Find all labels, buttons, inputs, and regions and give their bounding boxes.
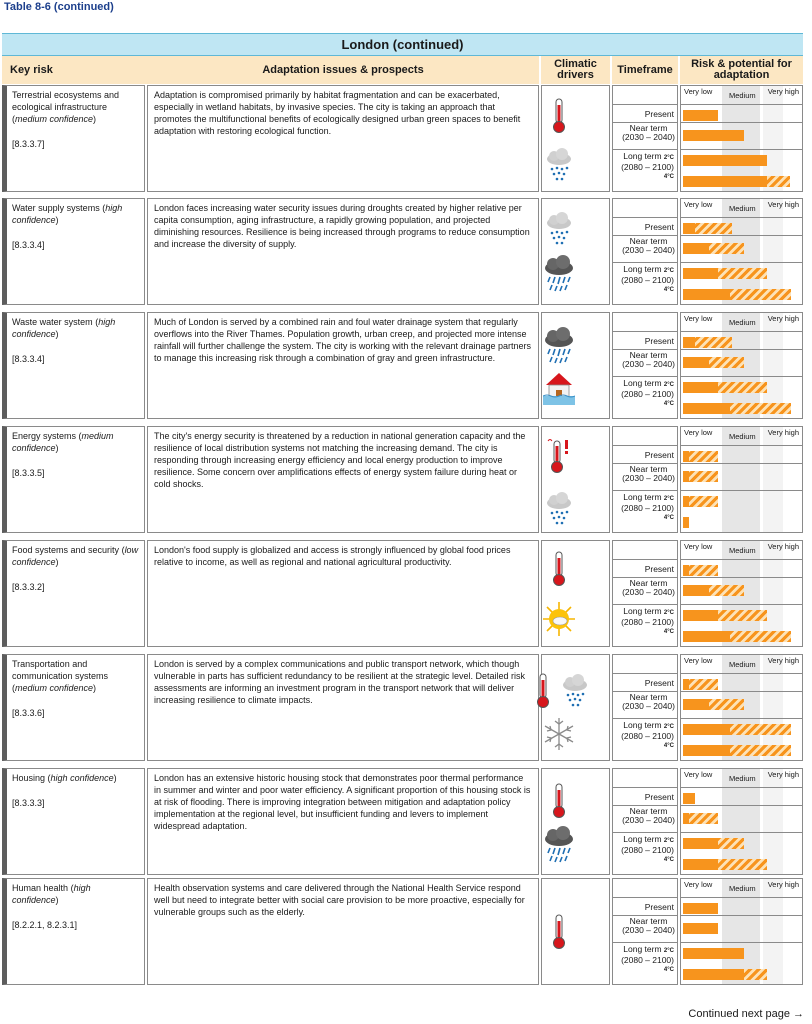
risk-level-bar	[683, 403, 730, 414]
near-term-label: Near term	[629, 123, 668, 133]
scale-medium: Medium	[729, 91, 756, 100]
thermometer-icon	[543, 550, 575, 588]
confidence-level: high confidence	[12, 203, 123, 225]
scenario-4c: 4°C	[663, 857, 674, 863]
storm-cloud-icon	[543, 826, 575, 864]
risk-chart-cell	[680, 768, 803, 875]
scenario-2c: 2°C	[663, 610, 674, 616]
near-term-label: Near term	[629, 236, 668, 246]
timeframe-cell	[612, 540, 678, 647]
confidence-level: high confidence	[50, 773, 114, 783]
long-term-years: (2080 – 2100)	[621, 955, 674, 965]
risk-chart-cell	[680, 426, 803, 533]
risk-level-bar	[683, 631, 730, 642]
section-reference: [8.2.2.1, 8.2.3.1]	[12, 920, 78, 930]
near-term-years: (2030 – 2040)	[622, 587, 675, 597]
adaptation-potential-bar	[695, 223, 732, 234]
adaptation-potential-bar	[730, 289, 791, 300]
thermometer-icon	[543, 782, 575, 820]
timeframe-long-term	[621, 835, 674, 855]
adaptation-potential-bar	[718, 268, 767, 279]
section-reference: [8.3.3.5]	[12, 468, 45, 478]
risk-level-bar	[683, 517, 689, 528]
scale-medium: Medium	[729, 884, 756, 893]
header-climatic-drivers: Climatic drivers	[541, 56, 610, 84]
long-term-label: Long term	[623, 944, 662, 954]
scale-very-high: Very high	[767, 542, 799, 551]
scenario-2c: 2°C	[663, 838, 674, 844]
flooded-house-icon	[543, 369, 575, 407]
confidence-open: (	[12, 114, 15, 124]
near-term-years: (2030 – 2040)	[622, 701, 675, 711]
long-term-label: Long term	[623, 151, 662, 161]
climatic-drivers-cell	[541, 198, 610, 305]
scale-medium: Medium	[729, 432, 756, 441]
risk-level-bar	[683, 610, 718, 621]
scenario-4c: 4°C	[663, 629, 674, 635]
key-risk-cell	[2, 426, 145, 533]
scenario-4c: 4°C	[663, 515, 674, 521]
snowflake-icon	[543, 715, 575, 753]
header-key-risk: Key risk	[2, 56, 147, 84]
timeframe-cell	[612, 426, 678, 533]
scale-medium: Medium	[729, 774, 756, 783]
risk-row	[2, 198, 803, 305]
scale-medium: Medium	[729, 546, 756, 555]
timeframe-long-term	[621, 945, 674, 965]
long-term-years: (2080 – 2100)	[621, 503, 674, 513]
key-risk-name: Food systems and security	[12, 545, 120, 555]
key-risk-cell	[2, 540, 145, 647]
adaptation-text: Health observation systems and care delivered through the National Health Service respond well but need to integrate better with social care provision to be more proactive, especially for vulnerable groups such as the elderly.	[147, 878, 539, 985]
key-risk-cell	[2, 85, 145, 192]
adaptation-text: Much of London is served by a combined rain and foul water drainage system that regularly overflows into the River Thames. Population growth, urban creep, and projected more intense rainfall will further challenge the system. The city is working with the relevant drainage partners to manage this increasing risk through a combination of gray and green infrastructure.	[147, 312, 539, 419]
scale-very-low: Very low	[684, 87, 713, 96]
rain-cloud-icon	[543, 490, 575, 528]
confidence-close: )	[93, 114, 97, 124]
scale-very-high: Very high	[767, 428, 799, 437]
risk-row	[2, 312, 803, 419]
adaptation-potential-bar	[709, 585, 744, 596]
timeframe-near-term	[622, 465, 675, 483]
adaptation-potential-bar	[718, 382, 767, 393]
timeframe-long-term	[621, 607, 674, 627]
scale-very-low: Very low	[684, 200, 713, 209]
timeframe-near-term	[622, 693, 675, 711]
scale-very-low: Very low	[684, 314, 713, 323]
adaptation-text: The city's energy security is threatened by a reduction in national generation capacity and the resilience of local distribution systems not matching the increasing demand. The city is responding through increasing energy efficiency and local energy production to improve resilience. Some concern over amplifications effects of energy system failure during heat or cold shocks.	[147, 426, 539, 533]
timeframe-near-term	[622, 579, 675, 597]
key-risk-name: Human health	[12, 883, 69, 893]
scenario-2c: 2°C	[663, 724, 674, 730]
confidence-close: )	[55, 895, 59, 905]
climatic-drivers-cell	[541, 312, 610, 419]
section-reference: [8.3.3.7]	[12, 139, 45, 149]
adaptation-potential-bar	[689, 496, 718, 507]
risk-level-bar	[683, 838, 718, 849]
drought-sun-icon	[543, 600, 575, 638]
scenario-2c: 2°C	[663, 268, 674, 274]
adaptation-potential-bar	[709, 357, 744, 368]
timeframe-cell	[612, 312, 678, 419]
table-label: Table 8-6 (continued)	[4, 1, 114, 13]
section-reference: [8.3.3.4]	[12, 354, 45, 364]
climatic-drivers-cell	[541, 540, 610, 647]
climatic-drivers-cell	[541, 426, 610, 533]
scale-medium: Medium	[729, 318, 756, 327]
risk-row	[2, 85, 803, 192]
header-adaptation: Adaptation issues & prospects	[147, 56, 539, 84]
key-risk-cell	[2, 654, 145, 761]
risk-level-bar	[683, 357, 709, 368]
near-term-years: (2030 – 2040)	[622, 473, 675, 483]
risk-row	[2, 768, 803, 875]
confidence-close: )	[113, 773, 117, 783]
risk-chart-cell	[680, 654, 803, 761]
timeframe-long-term	[621, 265, 674, 285]
confidence-close: )	[55, 215, 59, 225]
risk-level-bar	[683, 859, 718, 870]
confidence-open: (	[121, 545, 125, 555]
timeframe-cell	[612, 768, 678, 875]
table-title: London (continued)	[2, 33, 803, 56]
scale-medium: Medium	[729, 204, 756, 213]
key-risk-name: Transportation and communication systems	[12, 659, 109, 681]
scenario-2c: 2°C	[663, 948, 674, 954]
key-risk-name: Waste water system	[12, 317, 93, 327]
timeframe-near-term	[622, 917, 675, 935]
confidence-open: (	[95, 317, 99, 327]
rain-cloud-icon	[559, 672, 591, 710]
risk-chart-cell	[680, 198, 803, 305]
confidence-close: )	[55, 557, 59, 567]
timeframe-present: Present	[644, 109, 674, 119]
risk-level-bar	[683, 268, 718, 279]
risk-chart-cell	[680, 540, 803, 647]
key-risk-cell	[2, 312, 145, 419]
adaptation-potential-bar	[730, 403, 791, 414]
confidence-open: (	[12, 683, 15, 693]
scale-very-high: Very high	[767, 87, 799, 96]
scenario-2c: 2°C	[663, 155, 674, 161]
long-term-years: (2080 – 2100)	[621, 162, 674, 172]
long-term-years: (2080 – 2100)	[621, 275, 674, 285]
long-term-label: Long term	[623, 606, 662, 616]
long-term-label: Long term	[623, 492, 662, 502]
scenario-4c: 4°C	[663, 401, 674, 407]
confidence-level: high confidence	[12, 883, 91, 905]
long-term-label: Long term	[623, 834, 662, 844]
storm-cloud-icon	[543, 327, 575, 365]
timeframe-present: Present	[644, 564, 674, 574]
scenario-4c: 4°C	[663, 287, 674, 293]
risk-level-bar	[683, 793, 695, 804]
adaptation-potential-bar	[767, 176, 790, 187]
risk-row	[2, 654, 803, 761]
scale-very-low: Very low	[684, 542, 713, 551]
long-term-years: (2080 – 2100)	[621, 845, 674, 855]
long-term-years: (2080 – 2100)	[621, 389, 674, 399]
risk-level-bar	[683, 948, 744, 959]
risk-row	[2, 540, 803, 647]
risk-level-bar	[683, 155, 767, 166]
thermometer-icon	[543, 97, 575, 135]
section-reference: [8.3.3.6]	[12, 708, 45, 718]
near-term-label: Near term	[629, 350, 668, 360]
near-term-years: (2030 – 2040)	[622, 245, 675, 255]
risk-chart-cell	[680, 85, 803, 192]
timeframe-cell	[612, 878, 678, 985]
extreme-heat-icon	[543, 437, 575, 475]
scale-very-high: Very high	[767, 656, 799, 665]
confidence-level: high confidence	[12, 317, 116, 339]
confidence-open: (	[70, 883, 74, 893]
section-reference: [8.3.3.2]	[12, 582, 45, 592]
confidence-open: (	[78, 431, 82, 441]
adaptation-potential-bar	[689, 813, 718, 824]
adaptation-potential-bar	[709, 243, 744, 254]
long-term-label: Long term	[623, 264, 662, 274]
header-risk-potential: Risk & potential for adaptation	[680, 56, 803, 84]
timeframe-long-term	[621, 721, 674, 741]
adaptation-text: London faces increasing water security issues during droughts created by higher relative per capita consumption, aging infrastructure, a rapidly growing population, and projected diminishing resources. Resilience is being increased through programs to reduce consumption and increase the diversity of supply.	[147, 198, 539, 305]
risk-row	[2, 426, 803, 533]
climatic-drivers-cell	[541, 768, 610, 875]
timeframe-present: Present	[644, 222, 674, 232]
risk-level-bar	[683, 903, 718, 914]
risk-row	[2, 878, 803, 985]
adaptation-text: London has an extensive historic housing stock that demonstrates poor thermal performance in summer and winter and poor water efficiency. A significant proportion of this housing stock is at risk of flooding. There is improving integration between mitigation and adaptation policy implementation at the regional level, but insufficient funding and levers to implement widespread adaptation.	[147, 768, 539, 875]
risk-level-bar	[683, 585, 709, 596]
header-timeframe: Timeframe	[612, 56, 678, 84]
timeframe-near-term	[622, 351, 675, 369]
adaptation-text: Adaptation is compromised primarily by habitat fragmentation and can be exacerbated, especially in wetland habitats, by invasive species. The city is taking an approach that promotes the multifunctional benefits of ecologically designed urban green spaces to benefit adaptation with restoring ecological function.	[147, 85, 539, 192]
risk-level-bar	[683, 382, 718, 393]
adaptation-potential-bar	[730, 724, 791, 735]
scenario-4c: 4°C	[663, 174, 674, 180]
adaptation-potential-bar	[730, 631, 791, 642]
confidence-close: )	[93, 683, 97, 693]
adaptation-potential-bar	[689, 471, 718, 482]
climatic-drivers-cell	[541, 654, 610, 761]
adaptation-text: London is served by a complex communications and public transport network, which though vulnerable in parts has sufficient redundancy to be resilient at the strategic level. Detailed risk assessments are informing an investment program in the transport network that will deliver increasing resilience to climate impacts.	[147, 654, 539, 761]
long-term-label: Long term	[623, 720, 662, 730]
timeframe-present: Present	[644, 678, 674, 688]
timeframe-long-term	[621, 152, 674, 172]
key-risk-name: Housing	[12, 773, 46, 783]
long-term-label: Long term	[623, 378, 662, 388]
risk-level-bar	[683, 923, 718, 934]
scale-very-low: Very low	[684, 428, 713, 437]
timeframe-present: Present	[644, 792, 674, 802]
adaptation-potential-bar	[718, 610, 767, 621]
long-term-years: (2080 – 2100)	[621, 617, 674, 627]
risk-level-bar	[683, 130, 744, 141]
confidence-level: low confidence	[12, 545, 139, 567]
thermometer-icon	[543, 913, 575, 951]
scale-very-low: Very low	[684, 656, 713, 665]
climatic-drivers-cell	[541, 878, 610, 985]
scenario-2c: 2°C	[663, 496, 674, 502]
key-risk-cell	[2, 198, 145, 305]
risk-chart-cell	[680, 878, 803, 985]
timeframe-near-term	[622, 124, 675, 142]
risk-chart-cell	[680, 312, 803, 419]
near-term-years: (2030 – 2040)	[622, 132, 675, 142]
section-reference: [8.3.3.3]	[12, 798, 45, 808]
timeframe-long-term	[621, 379, 674, 399]
risk-level-bar	[683, 969, 744, 980]
continued-note: Continued next page →	[688, 1008, 804, 1020]
storm-cloud-icon	[543, 255, 575, 293]
long-term-years: (2080 – 2100)	[621, 731, 674, 741]
scale-very-high: Very high	[767, 880, 799, 889]
scenario-4c: 4°C	[663, 967, 674, 973]
adaptation-text: London's food supply is globalized and access is strongly influenced by global food prices relative to income, as well as regional and national agricultural productivity.	[147, 540, 539, 647]
confidence-level: medium confidence	[15, 683, 94, 693]
confidence-level: medium confidence	[15, 114, 94, 124]
scale-very-low: Very low	[684, 770, 713, 779]
key-risk-name: Terrestrial ecosystems and ecological infrastructure	[12, 90, 120, 112]
rain-cloud-icon	[543, 146, 575, 184]
timeframe-cell	[612, 198, 678, 305]
adaptation-potential-bar	[744, 969, 767, 980]
thermometer-icon	[527, 672, 559, 710]
scale-very-high: Very high	[767, 770, 799, 779]
adaptation-potential-bar	[695, 337, 732, 348]
scenario-2c: 2°C	[663, 382, 674, 388]
timeframe-cell	[612, 85, 678, 192]
timeframe-long-term	[621, 493, 674, 513]
key-risk-cell	[2, 768, 145, 875]
near-term-label: Near term	[629, 464, 668, 474]
scenario-4c: 4°C	[663, 743, 674, 749]
confidence-close: )	[55, 443, 59, 453]
confidence-open: (	[102, 203, 106, 213]
timeframe-near-term	[622, 237, 675, 255]
confidence-open: (	[47, 773, 51, 783]
risk-level-bar	[683, 289, 730, 300]
key-risk-cell	[2, 878, 145, 985]
near-term-years: (2030 – 2040)	[622, 359, 675, 369]
risk-level-bar	[683, 699, 709, 710]
timeframe-near-term	[622, 807, 675, 825]
timeframe-present: Present	[644, 336, 674, 346]
scale-very-low: Very low	[684, 880, 713, 889]
near-term-years: (2030 – 2040)	[622, 815, 675, 825]
rain-cloud-icon	[543, 210, 575, 248]
near-term-label: Near term	[629, 916, 668, 926]
near-term-label: Near term	[629, 806, 668, 816]
near-term-years: (2030 – 2040)	[622, 925, 675, 935]
key-risk-name: Energy systems	[12, 431, 77, 441]
risk-level-bar	[683, 724, 730, 735]
key-risk-name: Water supply systems	[12, 203, 100, 213]
adaptation-potential-bar	[718, 859, 767, 870]
near-term-label: Near term	[629, 692, 668, 702]
adaptation-potential-bar	[718, 838, 744, 849]
risk-level-bar	[683, 243, 709, 254]
risk-level-bar	[683, 223, 695, 234]
timeframe-cell	[612, 654, 678, 761]
adaptation-potential-bar	[689, 451, 718, 462]
adaptation-potential-bar	[709, 699, 744, 710]
risk-level-bar	[683, 337, 695, 348]
scale-medium: Medium	[729, 660, 756, 669]
timeframe-present: Present	[644, 902, 674, 912]
adaptation-potential-bar	[689, 679, 718, 690]
near-term-label: Near term	[629, 578, 668, 588]
confidence-level: medium confidence	[12, 431, 114, 453]
scale-very-high: Very high	[767, 314, 799, 323]
risk-level-bar	[683, 745, 730, 756]
risk-level-bar	[683, 110, 718, 121]
adaptation-potential-bar	[689, 565, 718, 576]
risk-level-bar	[683, 176, 767, 187]
section-reference: [8.3.3.4]	[12, 240, 45, 250]
timeframe-present: Present	[644, 450, 674, 460]
climatic-drivers-cell	[541, 85, 610, 192]
adaptation-potential-bar	[730, 745, 791, 756]
scale-very-high: Very high	[767, 200, 799, 209]
confidence-close: )	[55, 329, 59, 339]
